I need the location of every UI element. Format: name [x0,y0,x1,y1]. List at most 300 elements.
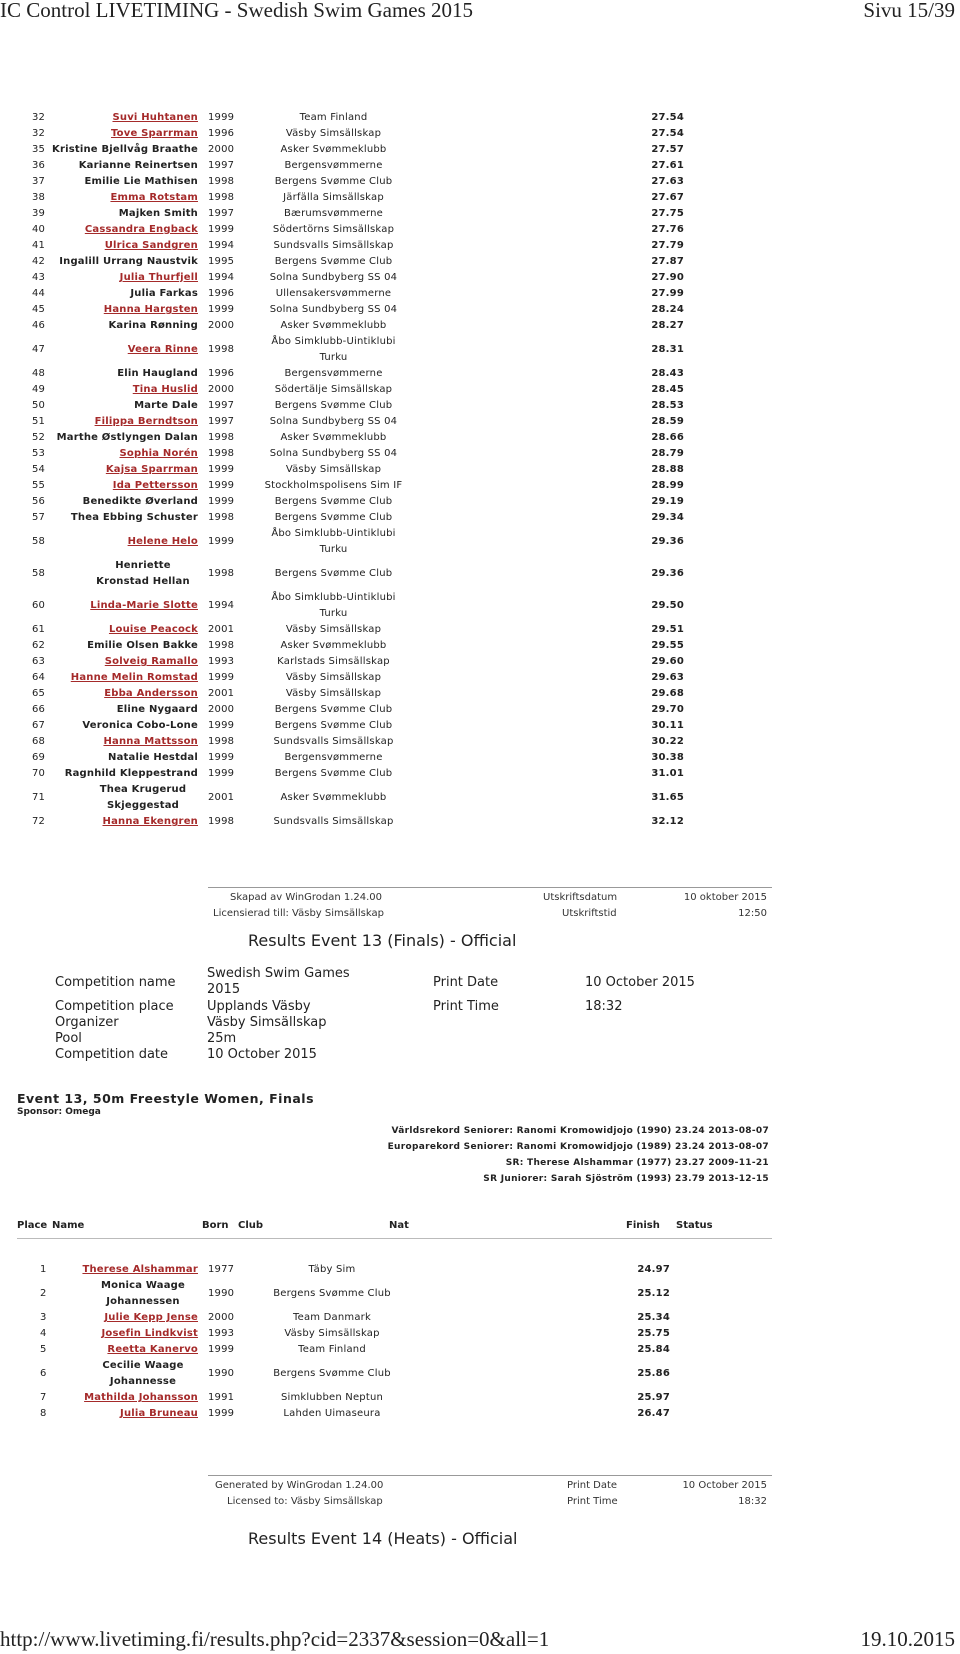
table-row [32,254,684,270]
name-cell[interactable] [45,686,208,702]
table-row [40,1278,670,1310]
name-cell[interactable] [45,238,208,254]
results-table-continued [32,110,684,830]
time-cell: 30.22 [651,736,684,747]
place-cell: 38 [32,192,46,203]
place-cell: 42 [32,256,46,267]
club-cell: Bergens Svømme Club [274,720,393,731]
born-cell: 1999 [208,672,235,683]
born-cell: 1993 [208,1328,235,1339]
print-date: 10 oktober 2015 [683,892,767,903]
time-cell: 25.75 [637,1328,670,1339]
club-cell: Åbo Simklubb-Uintiklubi Turku [271,336,396,363]
time-cell: 28.53 [651,400,684,411]
born-cell: 2001 [208,792,235,803]
place-cell: 68 [32,736,46,747]
print-time-2: 18:32 [738,1496,767,1507]
time-cell: 29.51 [651,624,684,635]
club-cell: Team Danmark [293,1312,371,1323]
table-row [32,654,684,670]
page-footer-url: http://www.livetiming.fi/results.php?cid=2337&session=0&all=1 [0,1627,550,1651]
club-cell: Bergensvømmerne [284,160,383,171]
table-row [32,142,684,158]
col-club: Club [238,1220,264,1231]
club-cell: Bergens Svømme Club [274,256,393,267]
place-cell: 53 [32,448,46,459]
athlete-link: Helene Helo [127,536,198,547]
born-cell: 2000 [208,144,235,155]
name-cell[interactable] [45,382,208,398]
club-cell: Solna Sundbyberg SS 04 [269,304,398,315]
place-cell: 50 [32,400,46,411]
name-cell: Veronica Cobo-Lone [82,720,198,731]
name-cell[interactable] [45,302,208,318]
place-cell: 36 [32,160,46,171]
place-cell: 8 [40,1408,47,1419]
time-cell: 28.45 [651,384,684,395]
athlete-link: Cassandra Engback [84,224,198,235]
created-by: Skapad av WinGrodan 1.24.00 [230,892,383,903]
info-print-date: 10 October 2015 [585,975,695,990]
table-row [32,686,684,702]
print-time-label-2: Print Time [567,1496,618,1507]
time-cell: 28.27 [651,320,684,331]
athlete-link: Hanne Melin Romstad [70,672,198,683]
time-cell: 27.79 [651,240,684,251]
name-cell: Cecilie Waage Johannesse [102,1360,184,1387]
page-footer-date: 19.10.2015 [860,1627,955,1651]
col-nat: Nat [389,1220,409,1231]
place-cell: 52 [32,432,46,443]
born-cell: 1997 [208,208,235,219]
name-cell[interactable] [52,1342,208,1358]
name-cell[interactable] [52,1262,208,1278]
competition-name-line1: Swedish Swim Games [207,966,350,981]
time-cell: 30.38 [651,752,684,763]
place-cell: 62 [32,640,46,651]
time-cell: 29.63 [651,672,684,683]
place-cell: 56 [32,496,46,507]
name-cell: Eline Nygaard [116,704,198,715]
born-cell: 1996 [208,288,235,299]
table-row [40,1310,670,1326]
athlete-link: Louise Peacock [108,624,198,635]
name-cell: Karina Rønning [108,320,198,331]
athlete-link: Ebba Andersson [104,688,198,699]
place-cell: 51 [32,416,46,427]
results-title-event13: Results Event 13 (Finals) - Official [248,931,517,950]
club-cell: Lahden Uimaseura [283,1408,381,1419]
born-cell: 1999 [208,1408,235,1419]
athlete-link: Julia Bruneau [120,1408,198,1419]
time-cell: 29.70 [651,704,684,715]
time-cell: 24.97 [637,1264,670,1275]
name-cell[interactable] [45,190,208,206]
results-title-event14: Results Event 14 (Heats) - Official [248,1529,518,1548]
table-row [32,638,684,654]
col-name: Name [52,1220,85,1231]
club-cell: Bergens Svømme Club [274,768,393,779]
name-cell: Elin Haugland [117,368,198,379]
club-cell: Bergens Svømme Club [273,1288,391,1299]
club-cell: Väsby Simsällskap [284,1328,380,1339]
born-cell: 1999 [208,752,235,763]
licensed-to: Licensierad till: Väsby Simsällskap [213,908,384,919]
club-cell: Sundsvalls Simsällskap [273,736,394,747]
time-cell: 28.99 [651,480,684,491]
print-date-label: Utskriftsdatum [543,892,618,903]
place-cell: 43 [32,272,46,283]
time-cell: 29.34 [651,512,684,523]
place-cell: 60 [32,600,46,611]
athlete-link: Suvi Huhtanen [112,112,198,123]
name-cell[interactable] [52,1310,208,1326]
time-cell: 28.66 [651,432,684,443]
name-cell: Marthe Østlyngen Dalan [56,432,198,443]
club-cell: Väsby Simsällskap [285,128,382,139]
born-cell: 1995 [208,256,235,267]
table-row [32,238,684,254]
table-row [32,814,684,830]
athlete-link: Hanna Mattsson [103,736,198,747]
born-cell: 1999 [208,112,235,123]
table-row [40,1406,670,1422]
athlete-link: Josefin Lindkvist [101,1328,198,1339]
page-header-page: Sivu 15/39 [863,0,955,22]
place-cell: 7 [40,1392,47,1403]
page-header-title: IC Control LIVETIMING - Swedish Swim Games 2015 [0,0,474,22]
competition-place-label: Competition place [55,999,174,1014]
born-cell: 1998 [208,192,235,203]
club-cell: Asker Svømmeklubb [280,320,387,331]
place-cell: 44 [32,288,46,299]
record-europe: Europarekord Seniorer: Ranomi Kromowidjojo (1989) 23.24 2013-08-07 [387,1142,769,1152]
table-row [32,526,684,558]
table-row [32,622,684,638]
print-time: 12:50 [738,908,767,919]
time-cell: 25.86 [637,1368,670,1379]
time-cell: 31.65 [651,792,684,803]
place-cell: 46 [32,320,46,331]
born-cell: 1990 [208,1288,235,1299]
born-cell: 2000 [208,1312,235,1323]
born-cell: 1999 [208,496,235,507]
name-cell[interactable] [52,1326,208,1342]
table-row [32,558,684,590]
name-cell: Thea Krugerud Skjeggestad [99,784,187,811]
athlete-link: Kajsa Sparrman [105,464,198,475]
time-cell: 27.67 [651,192,684,203]
place-cell: 5 [40,1344,47,1355]
club-cell: Solna Sundbyberg SS 04 [269,272,398,283]
time-cell: 27.76 [651,224,684,235]
place-cell: 64 [32,672,46,683]
time-cell: 27.75 [651,208,684,219]
time-cell: 28.79 [651,448,684,459]
place-cell: 37 [32,176,46,187]
club-cell: Sundsvalls Simsällskap [273,816,394,827]
athlete-link: Emma Rotstam [110,192,198,203]
name-cell[interactable] [45,622,208,638]
athlete-link: Hanna Hargsten [103,304,198,315]
born-cell: 1998 [208,736,235,747]
competition-date-label: Competition date [55,1047,169,1062]
born-cell: 1998 [208,640,235,651]
table-row [32,206,684,222]
born-cell: 1998 [208,176,235,187]
table-row [40,1262,670,1278]
table-row [40,1358,670,1390]
born-cell: 1999 [208,536,235,547]
born-cell: 1999 [208,464,235,475]
event13-title: Event 13, 50m Freestyle Women, Finals [17,1091,315,1106]
time-cell: 27.90 [651,272,684,283]
club-cell: Ullensakersvømmerne [275,288,392,299]
time-cell: 29.68 [651,688,684,699]
time-cell: 25.12 [637,1288,670,1299]
table-row [32,510,684,526]
name-cell[interactable] [45,462,208,478]
place-cell: 47 [32,344,46,355]
time-cell: 28.43 [651,368,684,379]
born-cell: 1994 [208,600,235,611]
competition-place: Upplands Väsby [207,999,311,1014]
event13-sponsor: Sponsor: Omega [17,1107,101,1117]
table-row [32,334,684,366]
info-print-time: 18:32 [585,999,623,1014]
athlete-link: Filippa Berndtson [94,416,198,427]
name-cell[interactable] [45,734,208,750]
time-cell: 30.11 [651,720,684,731]
club-cell: Täby Sim [308,1264,356,1275]
place-cell: 49 [32,384,46,395]
born-cell: 1996 [208,368,235,379]
name-cell: Karianne Reinertsen [78,160,198,171]
club-cell: Bergens Svømme Club [274,704,393,715]
athlete-link: Julia Thurfjell [119,272,198,283]
born-cell: 1999 [208,768,235,779]
club-cell: Karlstads Simsällskap [277,656,390,667]
results-table-event13 [40,1262,670,1422]
club-cell: Sundsvalls Simsällskap [273,240,394,251]
athlete-link: Hanna Ekengren [102,816,198,827]
time-cell: 27.54 [651,128,684,139]
name-cell[interactable] [45,446,208,462]
print-time-label: Utskriftstid [562,908,617,919]
time-cell: 28.88 [651,464,684,475]
place-cell: 65 [32,688,46,699]
time-cell: 25.34 [637,1312,670,1323]
born-cell: 1991 [208,1392,235,1403]
name-cell: Ragnhild Kleppestrand [64,768,198,779]
time-cell: 32.12 [651,816,684,827]
born-cell: 2001 [208,688,235,699]
athlete-link: Linda-Marie Slotte [90,600,198,611]
name-cell[interactable] [45,654,208,670]
place-cell: 32 [32,112,46,123]
athlete-link: Veera Rinne [127,344,198,355]
table-row [32,718,684,734]
place-cell: 66 [32,704,46,715]
club-cell: Bergensvømmerne [284,368,383,379]
club-cell: Bergens Svømme Club [274,400,393,411]
time-cell: 27.54 [651,112,684,123]
name-cell[interactable] [45,590,208,622]
born-cell: 1999 [208,1344,235,1355]
place-cell: 71 [32,792,46,803]
generated-by: Generated by WinGrodan 1.24.00 [215,1480,384,1491]
club-cell: Asker Svømmeklubb [280,144,387,155]
name-cell[interactable] [45,670,208,686]
club-cell: Väsby Simsällskap [285,672,382,683]
record-sweden: SR: Therese Alshammar (1977) 23.27 2009-11-21 [505,1158,769,1168]
table-row [32,270,684,286]
table-row [32,462,684,478]
club-cell: Stockholmspolisens Sim IF [264,480,403,491]
meta-bar-top [208,887,772,922]
born-cell: 2000 [208,704,235,715]
name-cell[interactable] [45,110,208,126]
born-cell: 1998 [208,816,235,827]
born-cell: 1994 [208,240,235,251]
time-cell: 25.97 [637,1392,670,1403]
table-row [32,734,684,750]
table-row [32,126,684,142]
col-place: Place [17,1220,48,1231]
table-row [32,590,684,622]
athlete-link: Ulrica Sandgren [104,240,198,251]
born-cell: 1998 [208,568,235,579]
place-cell: 40 [32,224,46,235]
athlete-link: Tina Huslid [132,384,198,395]
born-cell: 1994 [208,272,235,283]
table-row [32,286,684,302]
place-cell: 58 [32,568,46,579]
time-cell: 29.36 [651,536,684,547]
competition-name-label: Competition name [55,975,176,990]
club-cell: Södertälje Simsällskap [274,384,393,395]
name-cell: Kristine Bjellvåg Braathe [52,144,198,155]
place-cell: 48 [32,368,46,379]
time-cell: 27.99 [651,288,684,299]
time-cell: 25.84 [637,1344,670,1355]
born-cell: 1999 [208,304,235,315]
club-cell: Järfälla Simsällskap [283,192,384,203]
name-cell: Monica Waage Johannessen [100,1280,186,1307]
club-cell: Bergens Svømme Club [274,496,393,507]
name-cell: Natalie Hestdal [108,752,198,763]
born-cell: 1997 [208,400,235,411]
place-cell: 2 [40,1288,47,1299]
organizer-label: Organizer [55,1015,119,1030]
place-cell: 70 [32,768,46,779]
name-cell[interactable] [45,478,208,494]
name-cell: Majken Smith [118,208,198,219]
col-status: Status [676,1220,713,1231]
place-cell: 4 [40,1328,47,1339]
table-row [32,430,684,446]
record-world: Världsrekord Seniorer: Ranomi Kromowidjojo (1990) 23.24 2013-08-07 [391,1126,769,1136]
club-cell: Asker Svømmeklubb [280,640,387,651]
place-cell: 3 [40,1312,47,1323]
col-finish: Finish [626,1220,660,1231]
born-cell: 1998 [208,344,235,355]
time-cell: 28.59 [651,416,684,427]
club-cell: Solna Sundbyberg SS 04 [269,416,398,427]
club-cell: Bergens Svømme Club [274,512,393,523]
time-cell: 27.57 [651,144,684,155]
table-row [40,1390,670,1406]
club-cell: Bergensvømmerne [284,752,383,763]
name-cell[interactable] [45,814,208,830]
place-cell: 58 [32,536,46,547]
record-sweden-junior: SR Juniorer: Sarah Sjöström (1993) 23.79 2013-12-15 [483,1174,769,1184]
table-row [32,302,684,318]
club-cell: Team Finland [298,1344,366,1355]
name-cell[interactable] [45,222,208,238]
club-cell: Väsby Simsällskap [285,624,382,635]
table-row [32,190,684,206]
club-cell: Bergens Svømme Club [274,568,393,579]
col-born: Born [202,1220,229,1231]
table-row [32,446,684,462]
info-print-date-label: Print Date [433,975,499,990]
born-cell: 1998 [208,432,235,443]
table-row [32,382,684,398]
name-cell[interactable] [45,270,208,286]
name-cell[interactable] [45,334,208,366]
name-cell: Thea Ebbing Schuster [70,512,198,523]
born-cell: 1998 [208,448,235,459]
born-cell: 2000 [208,384,235,395]
club-cell: Bærumsvømmerne [284,208,383,219]
name-cell[interactable] [52,1406,208,1422]
club-cell: Asker Svømmeklubb [280,432,387,443]
results-column-header [17,1218,772,1239]
info-print-time-label: Print Time [433,999,499,1014]
place-cell: 1 [40,1264,47,1275]
name-cell[interactable] [52,1390,208,1406]
table-row [32,110,684,126]
table-row [32,318,684,334]
table-row [32,222,684,238]
place-cell: 61 [32,624,46,635]
club-cell: Åbo Simklubb-Uintiklubi Turku [271,528,396,555]
athlete-link: Tove Sparrman [110,128,198,139]
licensed-to-2: Licensed to: Väsby Simsällskap [227,1496,383,1507]
name-cell[interactable] [45,414,208,430]
table-row [32,366,684,382]
time-cell: 29.19 [651,496,684,507]
born-cell: 1993 [208,656,235,667]
place-cell: 57 [32,512,46,523]
table-row [32,702,684,718]
name-cell[interactable] [45,126,208,142]
table-row [40,1326,670,1342]
competition-info [55,966,755,1062]
born-cell: 1998 [208,512,235,523]
place-cell: 45 [32,304,46,315]
athlete-link: Reetta Kanervo [107,1344,198,1355]
table-row [32,158,684,174]
athlete-link: Solveig Ramallo [104,656,198,667]
print-date-2: 10 October 2015 [682,1480,767,1491]
time-cell: 28.24 [651,304,684,315]
place-cell: 63 [32,656,46,667]
name-cell[interactable] [45,526,208,558]
club-cell: Bergens Svømme Club [273,1368,391,1379]
place-cell: 39 [32,208,46,219]
